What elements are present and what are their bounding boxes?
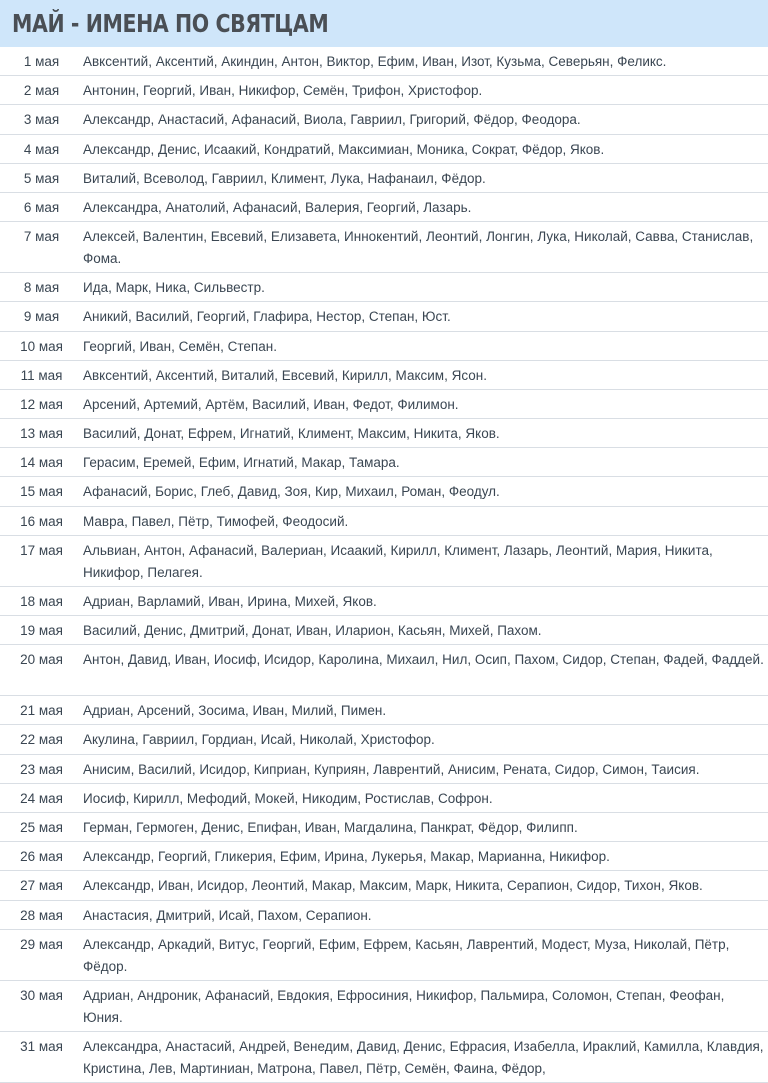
date-cell: 1 мая [23,54,60,69]
table-row [0,981,768,1032]
table-row [0,222,768,273]
table-row [0,76,768,105]
page-title: МАЙ - ИМЕНА ПО СВЯТЦАМ [12,9,329,38]
date-cell: 10 мая [20,338,63,354]
date-cell: 16 мая [20,513,63,529]
date-cell: 31 мая [20,1038,63,1054]
names-cell: Виталий, Всеволод, Гавриил, Климент, Лука, Нафанаил, Фёдор. [83,170,486,186]
date-cell: 25 мая [20,819,63,835]
table-row [0,645,768,696]
names-cell: Арсений, Артемий, Артём, Василий, Иван, Федот, Филимон. [83,396,459,412]
names-cell: Александр, Георгий, Гликерия, Ефим, Ирина, Лукерья, Макар, Марианна, Никифор. [83,849,610,865]
names-table [0,47,768,1083]
table-row [0,193,768,222]
date-cell: 2 мая [23,83,60,99]
date-cell: 29 мая [20,936,63,952]
table-row [0,273,768,302]
date-cell: 21 мая [20,703,63,719]
names-cell: Василий, Денис, Дмитрий, Донат, Иван, Иларион, Касьян, Михей, Пахом. [83,623,542,638]
names-cell: Александр, Анастасий, Афанасий, Виола, Гавриил, Григорий, Фёдор, Феодора. [83,112,581,128]
names-cell: Ида, Марк, Ника, Сильвестр. [83,280,265,296]
names-cell: Авксентий, Аксентий, Виталий, Евсевий, Кирилл, Максим, Ясон. [83,367,487,383]
date-cell: 22 мая [20,732,63,748]
table-row [0,419,768,448]
names-cell: Александр, Денис, Исаакий, Кондратий, Максимиан, Моника, Сократ, Фёдор, Яков. [83,141,605,157]
date-cell: 17 мая [20,542,63,558]
date-cell: 18 мая [20,593,63,609]
date-cell: 5 мая [23,170,60,186]
names-cell: Иосиф, Кирилл, Мефодий, Мокей, Никодим, Ростислав, Софрон. [83,790,493,806]
names-cell: Анисим, Василий, Исидор, Киприан, Куприян, Лаврентий, Анисим, Рената, Сидор, Симон, Таисия. [83,761,700,777]
names-cell: Адриан, Андроник, Афанасий, Евдокия, Ефросиния, Никифор, Пальмира, Соломон, Степан, Феофан, Юния. [83,987,725,1025]
names-cell: Мавра, Павел, Пётр, Тимофей, Феодосий. [83,513,349,529]
names-cell: Александр, Аркадий, Витус, Георгий, Ефим, Ефрем, Касьян, Лаврентий, Модест, Муза, Николай, Пётр, Фёдор. [83,936,730,974]
date-cell: 30 мая [20,987,63,1003]
date-cell: 20 мая [20,652,63,668]
table-row [0,507,768,536]
date-cell: 4 мая [23,141,60,157]
date-cell: 7 мая [23,229,60,245]
date-cell: 13 мая [20,426,63,442]
table-row [0,784,768,813]
table-row [0,813,768,842]
date-cell: 11 мая [20,367,63,383]
table-row [0,361,768,390]
table-row [0,477,768,506]
names-cell: Герасим, Еремей, Ефим, Игнатий, Макар, Тамара. [83,455,400,471]
names-cell: Александра, Анатолий, Афанасий, Валерия, Георгий, Лазарь. [83,199,472,215]
names-cell: Акулина, Гавриил, Гордиан, Исай, Николай, Христофор. [83,732,435,748]
table-row [0,47,768,76]
date-cell: 23 мая [20,761,63,777]
page-header [0,0,768,47]
table-row [0,842,768,871]
date-cell: 14 мая [20,455,63,471]
date-cell: 9 мая [23,309,60,325]
date-cell: 28 мая [20,907,63,923]
names-cell: Афанасий, Борис, Глеб, Давид, Зоя, Кир, Михаил, Роман, Феодул. [83,484,500,500]
date-cell: 19 мая [20,623,63,638]
names-cell: Александра, Анастасий, Андрей, Венедим, Давид, Денис, Ефрасия, Изабелла, Ираклий, Камилла, Клавдия, Кристина, Лев, Мартиниан, Матрона, Павел, Пётр, Семён, Фаина, Фёдор, [83,1038,764,1076]
table-row [0,135,768,164]
table-row [0,164,768,193]
table-row [0,725,768,754]
names-cell: Антонин, Георгий, Иван, Никифор, Семён, Трифон, Христофор. [83,83,483,99]
names-cell: Анастасия, Дмитрий, Исай, Пахом, Серапион. [83,907,372,923]
table-row [0,901,768,930]
table-row [0,696,768,725]
table-row [0,587,768,616]
names-cell: Аникий, Василий, Георгий, Глафира, Нестор, Степан, Юст. [83,309,451,325]
table-row [0,755,768,784]
table-row [0,105,768,134]
table-row [0,390,768,419]
names-cell: Василий, Донат, Ефрем, Игнатий, Климент, Максим, Никита, Яков. [83,426,500,442]
names-cell: Авксентий, Аксентий, Акиндин, Антон, Виктор, Ефим, Иван, Изот, Кузьма, Северьян, Феликс. [83,54,667,69]
table-row [0,302,768,331]
names-cell: Адриан, Арсений, Зосима, Иван, Милий, Пимен. [83,703,387,719]
table-row [0,616,768,645]
date-cell: 8 мая [23,280,60,296]
date-cell: 3 мая [23,112,60,128]
date-cell: 6 мая [23,199,60,215]
names-cell: Александр, Иван, Исидор, Леонтий, Макар, Максим, Марк, Никита, Серапион, Сидор, Тихон, Яков. [83,878,703,894]
names-cell: Алексей, Валентин, Евсевий, Елизавета, Иннокентий, Леонтий, Лонгин, Лука, Николай, Савва, Станислав, Фома. [83,229,754,267]
names-cell: Герман, Гермоген, Денис, Епифан, Иван, Магдалина, Панкрат, Фёдор, Филипп. [83,819,578,835]
names-cell: Адриан, Варламий, Иван, Ирина, Михей, Яков. [83,593,377,609]
table-row [0,930,768,981]
date-cell: 12 мая [20,396,63,412]
names-cell: Альвиан, Антон, Афанасий, Валериан, Исаакий, Кирилл, Климент, Лазарь, Леонтий, Мария, Никита, Никифор, Пелагея. [83,542,713,580]
date-cell: 27 мая [20,878,63,894]
table-row [0,536,768,587]
names-cell: Георгий, Иван, Семён, Степан. [83,338,277,354]
date-cell: 24 мая [20,790,63,806]
date-cell: 26 мая [20,849,63,865]
table-row [0,1032,768,1083]
table-row [0,332,768,361]
names-cell: Антон, Давид, Иван, Иосиф, Исидор, Каролина, Михаил, Нил, Осип, Пахом, Сидор, Степан, Фадей, Фаддей. [83,652,764,668]
table-row [0,871,768,900]
date-cell: 15 мая [20,484,63,500]
table-row [0,448,768,477]
